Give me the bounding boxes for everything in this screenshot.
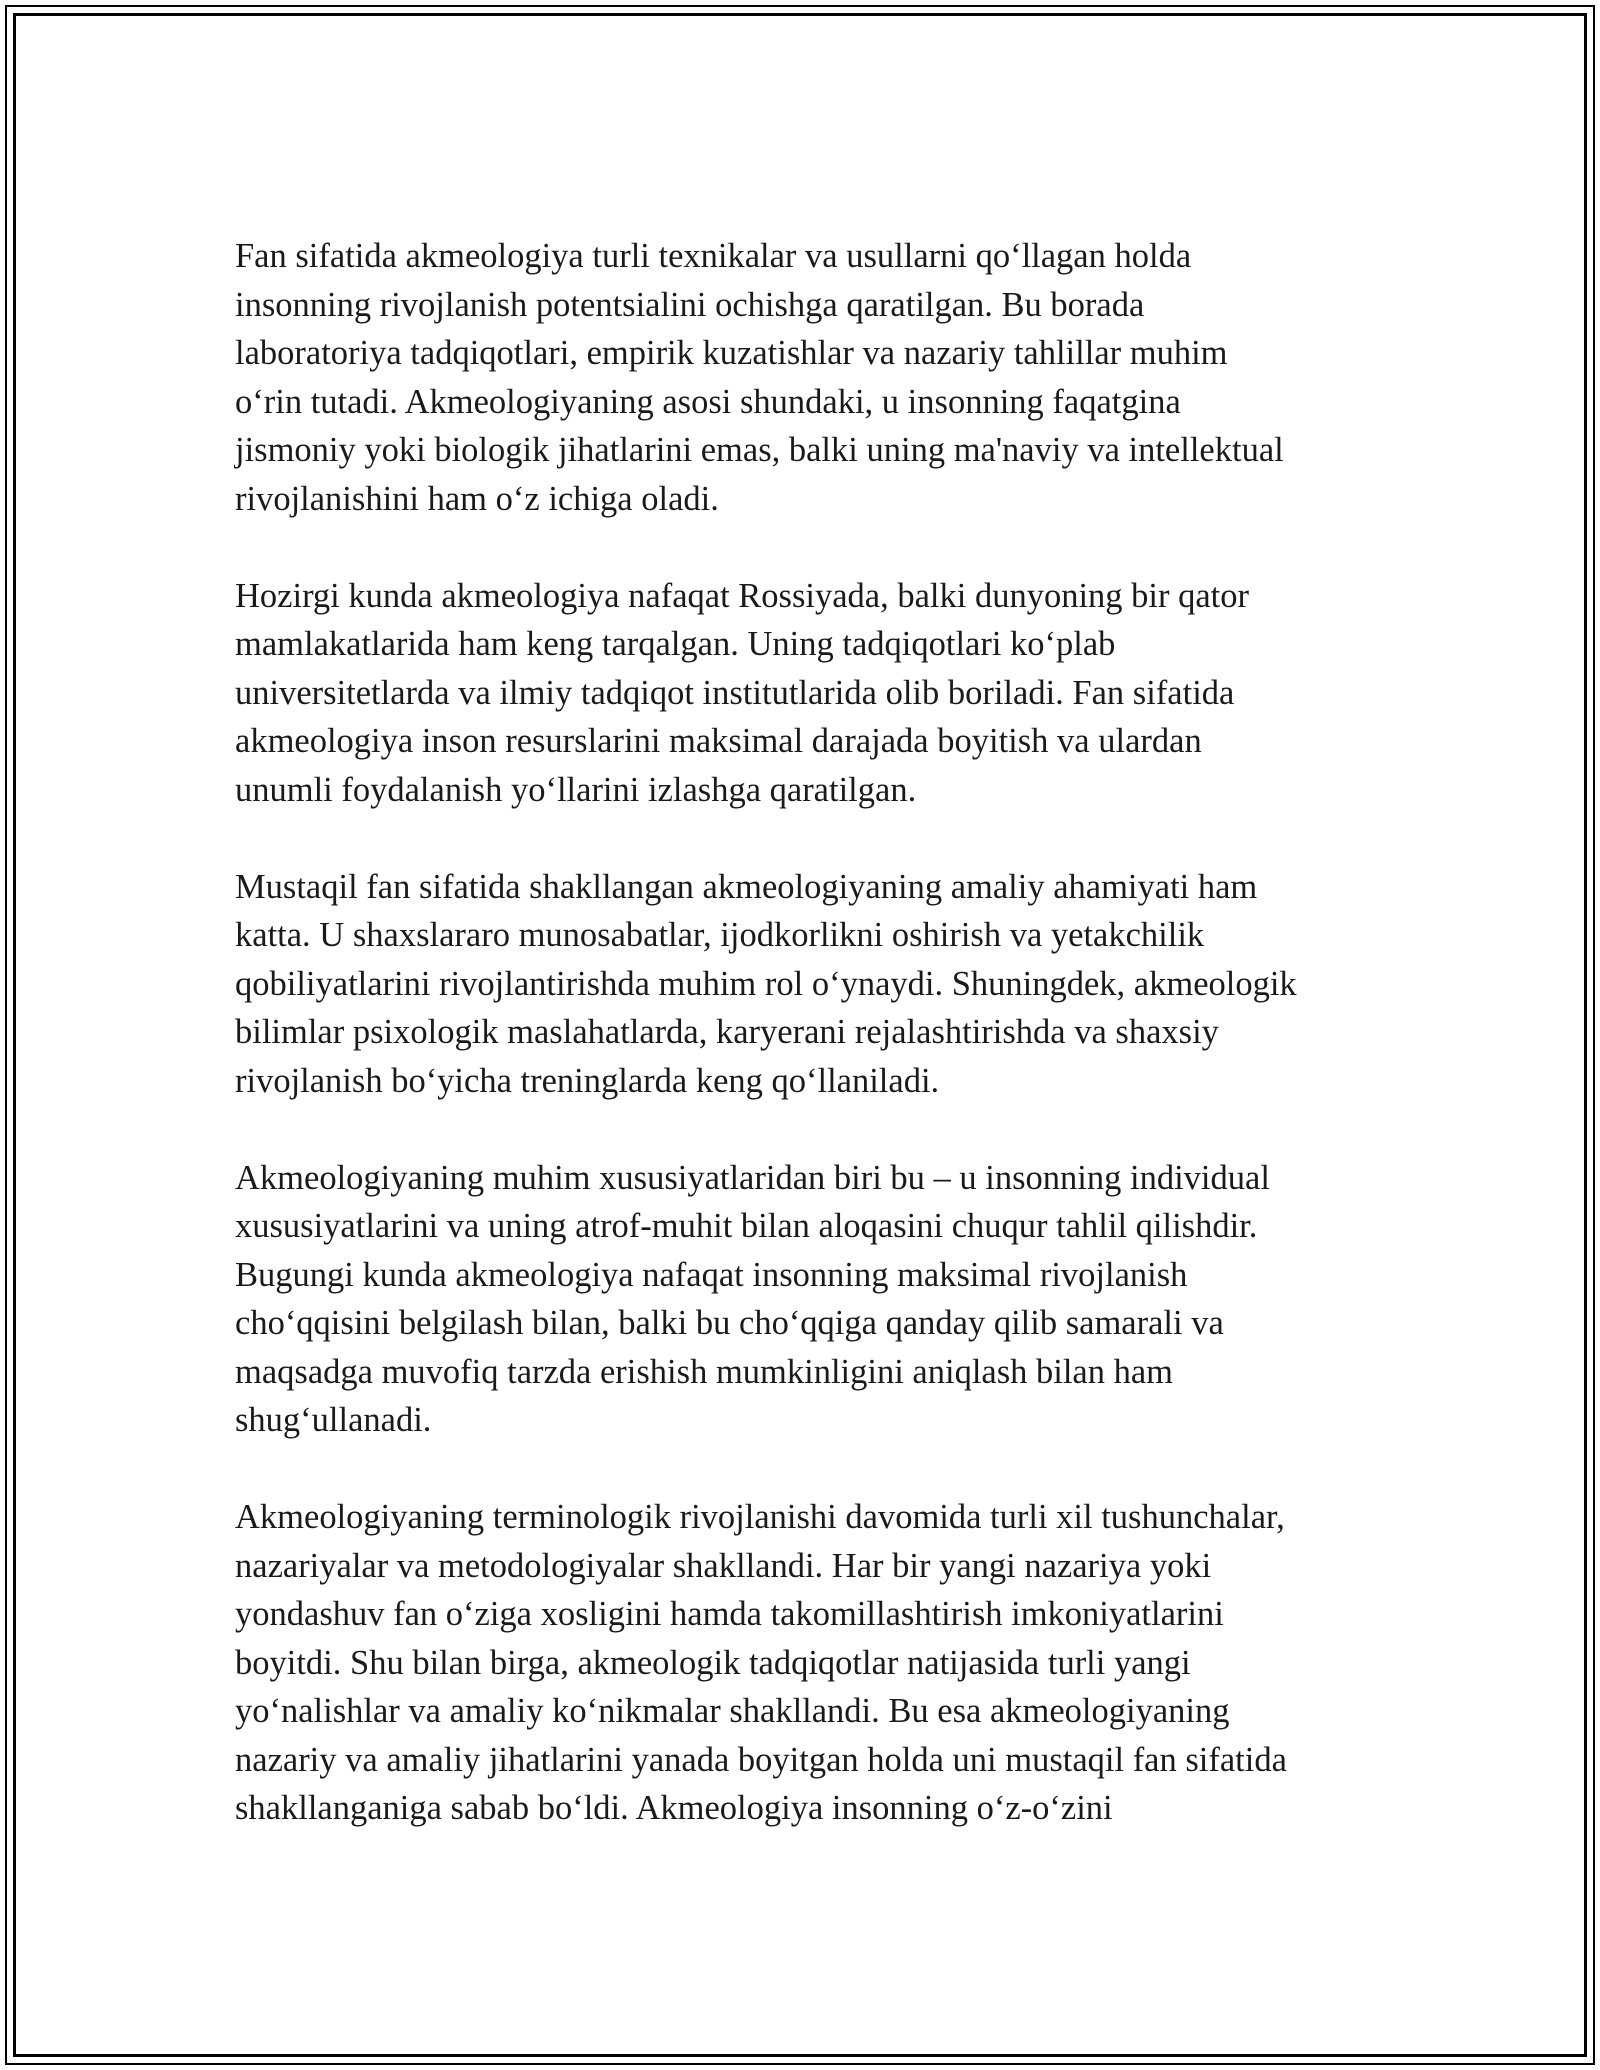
text-line: Akmeologiyaning terminologik rivojlanishi davomida turli xil tushunchalar, [235, 1498, 1285, 1536]
text-line: qobiliyatlarini rivojlantirishda muhim rol o‘ynaydi. Shuningdek, akmeologik [235, 964, 1297, 1003]
text-line: xususiyatlarini va uning atrof-muhit bilan aloqasini chuqur tahlil qilishdir. [235, 1207, 1258, 1245]
text-line: Fan sifatida akmeologiya turli texnikalar va usullarni qo‘llagan holda [235, 237, 1192, 275]
text-line: katta. U shaxslararo munosabatlar, ijodkorlikni oshirish va yetakchilik [235, 916, 1205, 954]
text-line: bilimlar psixologik maslahatlarda, karyerani rejalashtirishda va shaxsiy [235, 1013, 1219, 1051]
text-line: o‘rin tutadi. Akmeologiyaning asosi shundaki, u insonning faqatgina [235, 382, 1181, 421]
text-line: unumli foydalanish yo‘llarini izlashga qaratilgan. [235, 770, 917, 809]
text-line: boyitdi. Shu bilan birga, akmeologik tadqiqotlar natijasida turli yangi [235, 1643, 1191, 1682]
text-line: akmeologiya inson resurslarini maksimal darajada boyitish va ulardan [235, 722, 1202, 760]
text-line: nazariyalar va metodologiyalar shakllandi. Har bir yangi nazariya yoki [235, 1546, 1212, 1585]
text-line: yondashuv fan o‘ziga xosligini hamda takomillashtirish imkoniyatlarini [235, 1595, 1224, 1633]
text-line: rivojlanishini ham o‘z ichiga oladi. [235, 479, 719, 518]
paragraph-3 [235, 863, 1370, 1106]
paragraph-4 [235, 1154, 1370, 1445]
text-line: Bugungi kunda akmeologiya nafaqat insonning maksimal rivojlanish [235, 1255, 1188, 1294]
text-line: jismoniy yoki biologik jihatlarini emas, balki uning ma'naviy va intellektual [235, 431, 1284, 469]
text-line: yo‘nalishlar va amaliy ko‘nikmalar shakllandi. Bu esa akmeologiyaning [235, 1692, 1230, 1730]
paragraph-5 [235, 1493, 1370, 1833]
paragraph-1 [235, 232, 1370, 523]
text-line: Hozirgi kunda akmeologiya nafaqat Rossiyada, balki dunyoning bir qator [235, 576, 1250, 615]
text-line: Akmeologiyaning muhim xususiyatlaridan biri bu – u insonning individual [235, 1158, 1270, 1197]
text-line: shug‘ullanadi. [235, 1401, 432, 1439]
document-body [235, 232, 1370, 1881]
text-line: cho‘qqisini belgilash bilan, balki bu cho‘qqiga qanday qilib samarali va [235, 1304, 1224, 1342]
text-line: insonning rivojlanish potentsialini ochishga qaratilgan. Bu borada [235, 285, 1145, 324]
text-line: laboratoriya tadqiqotlari, empirik kuzatishlar va nazariy tahlillar muhim [235, 334, 1228, 372]
text-line: maqsadga muvofiq tarzda erishish mumkinligini aniqlash bilan ham [235, 1352, 1174, 1391]
text-line: shakllanganiga sabab bo‘ldi. Akmeologiya insonning o‘z-o‘zini [235, 1789, 1113, 1827]
text-line: mamlakatlarida ham keng tarqalgan. Uning tadqiqotlari ko‘plab [235, 625, 1116, 663]
text-line: nazariy va amaliy jihatlarini yanada boyitgan holda uni mustaqil fan sifatida [235, 1740, 1287, 1779]
text-line: rivojlanish bo‘yicha treninglarda keng qo‘llaniladi. [235, 1061, 940, 1100]
text-line: Mustaqil fan sifatida shakllangan akmeologiyaning amaliy ahamiyati ham [235, 867, 1258, 906]
paragraph-2 [235, 572, 1370, 815]
text-line: universitetlarda va ilmiy tadqiqot institutlarida olib boriladi. Fan sifatida [235, 673, 1235, 712]
